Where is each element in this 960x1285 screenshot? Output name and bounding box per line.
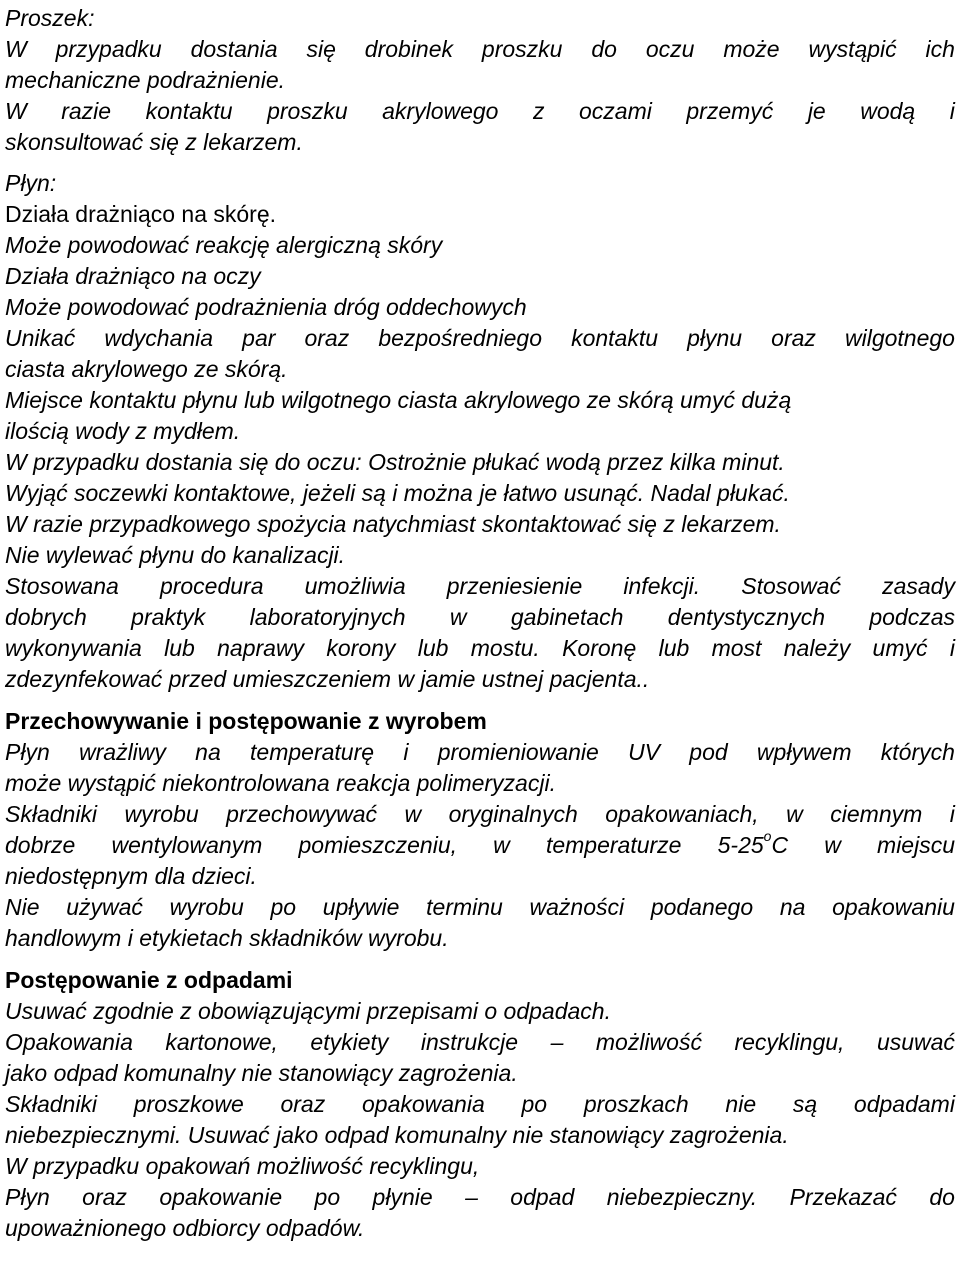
liquid-procedure-line-4: zdezynfekować przed umieszczeniem w jamie ustnej pacjenta.. [5,666,650,692]
word: gabinetach [510,604,624,630]
waste-line-1: Usuwać zgodnie z obowiązującymi przepisami o odpadach. [5,998,611,1024]
liquid-eyes-line-1: W przypadku dostania się do oczu: Ostrożnie płukać wodą przez kilka minut. [5,449,785,475]
word: kontaktu [571,325,659,351]
word: po [314,1184,341,1210]
word: i [949,98,955,124]
word: pod [689,739,728,765]
liquid-line-respiratory: Może powodować podrażnienia dróg oddechowych [5,294,527,320]
powder-line-3 [5,96,955,127]
waste-p4-line-2: upoważnionego odbiorcy odpadów. [5,1215,365,1241]
word: są [792,1091,818,1117]
word: Składniki [5,801,98,827]
word: po [270,894,297,920]
liquid-sewer-line: Nie wylewać płynu do kanalizacji. [5,542,346,568]
word: etykiety [310,1029,389,1055]
word: most [711,635,762,661]
word: wilgotnego [845,325,955,351]
word: oczami [579,98,652,124]
storage-word: w [493,832,510,858]
word: proszkach [583,1091,689,1117]
word: oraz [280,1091,326,1117]
word: wpływem [756,739,852,765]
word: Opakowania [5,1029,133,1055]
word: temperaturę [250,739,375,765]
word: oraz [771,325,816,351]
word: korony [326,635,396,661]
word: razie [61,98,112,124]
word: przechowywać [226,801,378,827]
word: je [807,98,826,124]
liquid-heading: Płyn: [5,170,57,196]
powder-section [5,3,955,158]
word: Stosować [741,573,841,599]
word: należy [783,635,851,661]
word: możliwość [595,1029,702,1055]
storage-word: miejscu [877,832,955,858]
word: i [949,801,955,827]
liquid-line-irritates-skin: Działa drażniąco na skórę. [5,201,277,227]
word: wrażliwy [79,739,166,765]
word: oraz [82,1184,127,1210]
word: odpadami [853,1091,955,1117]
spacer [5,954,955,965]
word: podanego [650,894,754,920]
liquid-procedure-line-1 [5,571,955,602]
storage-p2-line-3: niedostępnym dla dzieci. [5,863,257,889]
word: Stosowana [5,573,119,599]
liquid-section [5,168,955,695]
liquid-avoid-line-2: ciasta akrylowego ze skórą. [5,356,288,382]
word: używać [66,894,143,920]
word: wyrobu [169,894,244,920]
word: przypadku [55,36,162,62]
powder-line-1 [5,34,955,65]
word: lub [417,635,449,661]
powder-line-2: mechaniczne podrażnienie. [5,67,286,93]
word: UV [628,739,661,765]
word: Płyn [5,739,50,765]
word: dostania [190,36,278,62]
word: infekcji. [623,573,701,599]
storage-p1-line-2: może wystąpić niekontrolowana reakcja polimeryzacji. [5,770,556,796]
waste-p4-line-1 [5,1182,955,1213]
word: opakowania [361,1091,485,1117]
word: ciemnym [830,801,923,827]
word: przeniesienie [446,573,583,599]
storage-word: dobrze [5,832,76,858]
liquid-avoid-line-1 [5,323,955,354]
word: par [242,325,276,351]
word: nie [725,1091,757,1117]
word: oryginalnych [448,801,578,827]
waste-heading: Postępowanie z odpadami [5,967,293,993]
word: w [786,801,803,827]
storage-temperature [718,830,788,861]
word: lub [658,635,690,661]
word: opakowanie [159,1184,283,1210]
word: kartonowe, [165,1029,278,1055]
powder-heading: Proszek: [5,5,95,31]
word: i [403,739,409,765]
word: na [195,739,221,765]
word: Nie [5,894,40,920]
word: których [880,739,955,765]
storage-section [5,706,955,954]
word: usuwać [876,1029,955,1055]
word: mostu. [470,635,540,661]
word: do [591,36,617,62]
word: może [723,36,780,62]
liquid-line-irritates-eyes: Działa drażniąco na oczy [5,263,261,289]
waste-p2-line-1 [5,1027,955,1058]
degree-sign: o [763,828,772,845]
word: drobinek [364,36,454,62]
word: Przekazać [789,1184,897,1210]
waste-p2-line-2: jako odpad komunalny nie stanowiący zagrożenia. [5,1060,518,1086]
word: naprawy [217,635,305,661]
word: odpad [510,1184,575,1210]
word: wdychania [104,325,214,351]
word: niebezpieczny. [606,1184,758,1210]
waste-recycle-line: W przypadku opakowań możliwość recyklingu, [5,1153,480,1179]
word: praktyk [131,604,206,630]
liquid-procedure-line-3 [5,633,955,664]
spacer [5,158,955,168]
word: lub [164,635,195,661]
word: bezpośredniego [378,325,542,351]
liquid-ingestion-line: W razie przypadkowego spożycia natychmiast skontaktować się z lekarzem. [5,511,781,537]
word: promieniowanie [437,739,599,765]
storage-word: wentylowanym [111,832,263,858]
spacer [5,695,955,706]
temperature-value: 5-25 [717,832,764,858]
word: i [949,635,955,661]
word: po [521,1091,548,1117]
word: proszkowe [133,1091,244,1117]
word: dobrych [5,604,87,630]
word: – [550,1029,564,1055]
powder-line-4: skonsultować się z lekarzem. [5,129,303,155]
word: Płyn [5,1184,50,1210]
liquid-procedure-line-2 [5,602,955,633]
storage-p2-line-1 [5,799,955,830]
liquid-line-allergy: Może powodować reakcję alergiczną skóry [5,232,443,258]
word: proszku [267,98,348,124]
waste-p3-line-2: niebezpiecznymi. Usuwać jako odpad komunalny nie stanowiący zagrożenia. [5,1122,789,1148]
waste-section [5,965,955,1244]
word: wykonywania [5,635,142,661]
word: W [5,36,27,62]
word: terminu [426,894,503,920]
word: laboratoryjnych [249,604,406,630]
temperature-unit: C [771,832,789,858]
word: ważności [529,894,625,920]
storage-word: pomieszczeniu, [298,832,458,858]
word: oczu [645,36,695,62]
word: oraz [304,325,350,351]
word: W [5,98,27,124]
word: do [929,1184,955,1210]
word: kontaktu [145,98,233,124]
storage-p2-line-2 [5,830,955,861]
word: opakowaniu [832,894,955,920]
word: instrukcje [420,1029,519,1055]
word: wodą [860,98,916,124]
waste-p3-line-1 [5,1089,955,1120]
word: opakowaniach, [605,801,759,827]
word: Unikać [5,325,76,351]
storage-heading: Przechowywanie i postępowanie z wyrobem [5,708,487,734]
storage-word: temperaturze [545,832,682,858]
word: upływie [322,894,400,920]
word: Składniki [5,1091,98,1117]
storage-word: w [824,832,841,858]
liquid-wash-line-1: Miejsce kontaktu płynu lub wilgotnego ciasta akrylowego ze skórą umyć dużą [5,387,792,413]
word: płynie [372,1184,433,1210]
document-page [5,3,955,1244]
word: Koronę [562,635,637,661]
word: umyć [872,635,928,661]
word: zasady [882,573,955,599]
word: w [404,801,422,827]
word: w [449,604,467,630]
storage-p1-line-1 [5,737,955,768]
word: ich [925,36,955,62]
word: płynu [687,325,743,351]
liquid-wash-line-2: ilością wody z mydłem. [5,418,241,444]
word: wystąpić [808,36,897,62]
word: akrylowego [382,98,499,124]
storage-p3-line-1 [5,892,955,923]
word: – [465,1184,478,1210]
word: na [779,894,806,920]
word: recyklingu, [734,1029,845,1055]
storage-p3-line-2: handlowym i etykietach składników wyrobu. [5,925,449,951]
word: przemyć [686,98,774,124]
word: proszku [481,36,563,62]
word: umożliwia [304,573,406,599]
word: podczas [869,604,955,630]
word: z [533,98,545,124]
liquid-eyes-line-2: Wyjąć soczewki kontaktowe, jeżeli są i można je łatwo usunąć. Nadal płukać. [5,480,790,506]
word: wyrobu [124,801,199,827]
word: się [306,36,336,62]
word: dentystycznych [667,604,825,630]
word: procedura [159,573,264,599]
